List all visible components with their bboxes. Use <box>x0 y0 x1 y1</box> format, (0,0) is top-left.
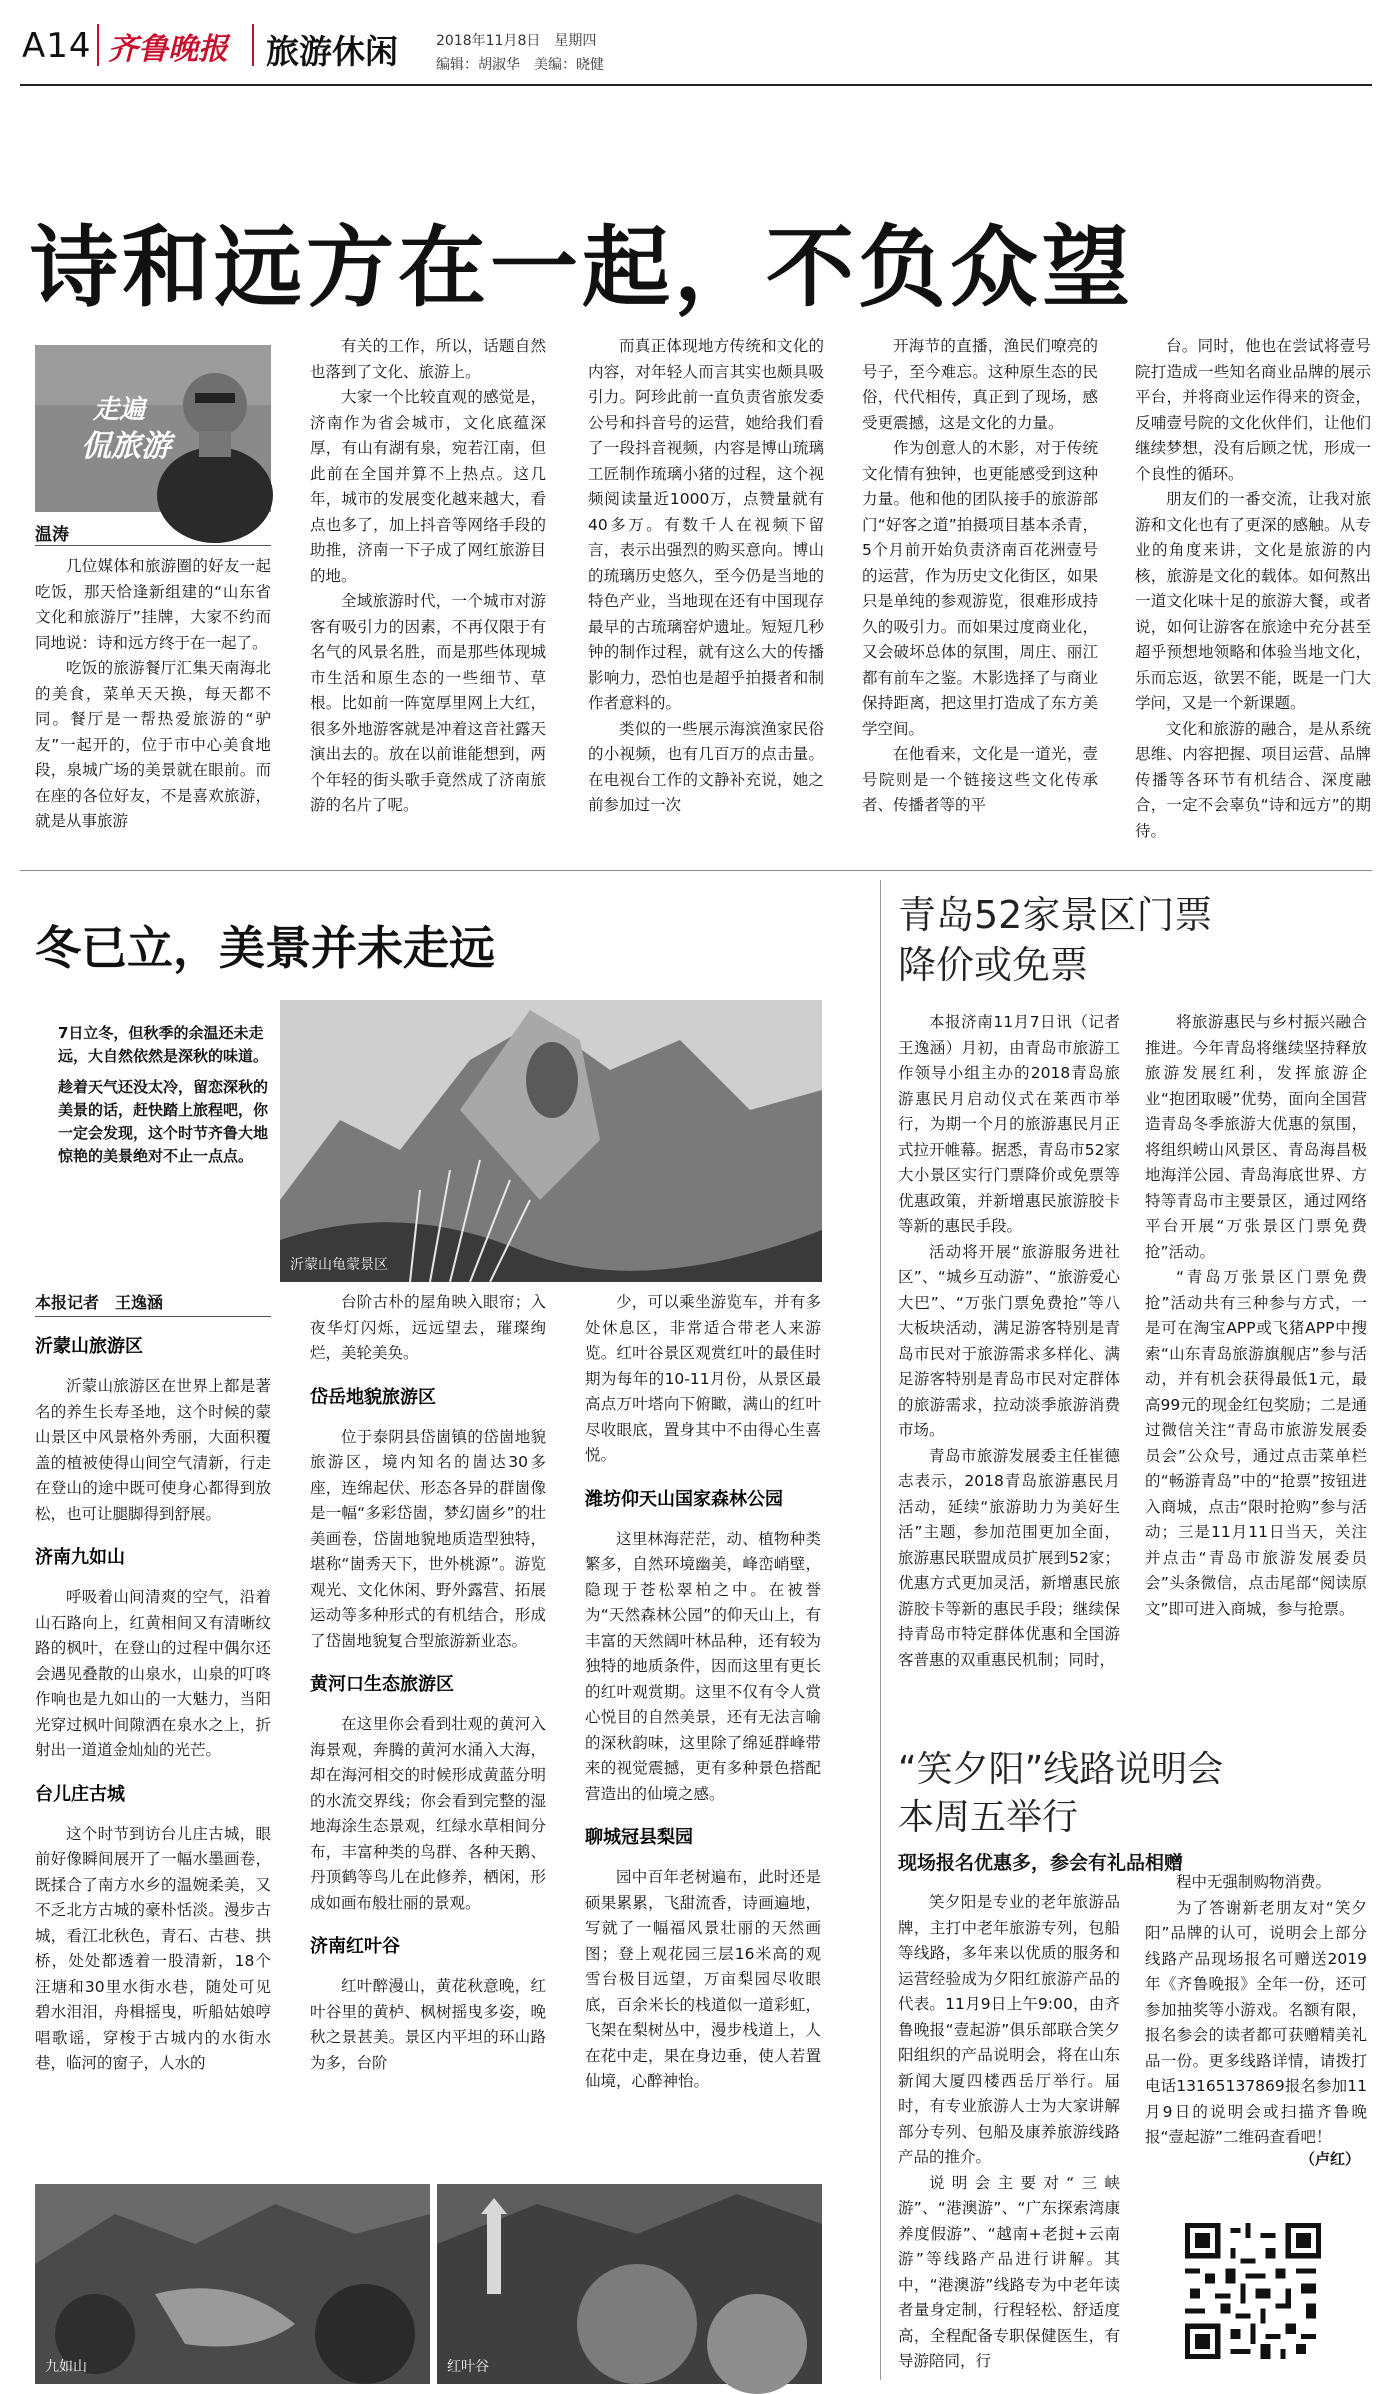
paragraph: 这里林海茫茫，动、植物种类繁多，自然环境幽美，峰峦峭壁，隐现于苍松翠柏之中。在被誉为“天然森林公园”的仰天山上，有丰富的天然阔叶林品种，还有较为独特的地质条件，因而这里有更长的红叶观赏期。这里不仅有令人赏心悦目的自然美景，还有无法言喻的深秋韵味，这里除了绵延群峰带来的视觉震撼，更有多种景色搭配营造出的仙境之感。 <box>585 1529 821 1803</box>
redleaf-photo <box>437 2184 822 2384</box>
section-rule <box>20 870 1372 871</box>
article2-byline: 本报记者 王逸涵 <box>35 1293 164 1312</box>
article2-col3 <box>585 1290 821 2170</box>
qr-code[interactable] <box>1180 2218 1326 2364</box>
paragraph: 说明会主要对“三峡游”、“港澳游”、“广东探索湾康养度假游”、“越南+老挝+云南游”等线路产品进行讲解。其中，“港澳游”线路专为中老年读者量身定制，行程轻松、舒适度高，全程配备专职保健医生，有导游陪同，行 <box>898 2173 1120 2370</box>
article3-headline-line1: 青岛52家景区门票 <box>898 893 1213 937</box>
section-subheading: 济南九如山 <box>35 1547 125 1568</box>
article4-col2 <box>1145 1870 1367 2186</box>
article4-signoff: （卢红） <box>1300 2150 1361 2168</box>
paragraph: 开海节的直播，渔民们嘹亮的号子，至今难忘。这种原生态的民俗，代代相传，真正到了现场，感受更震撼，这是文化的力量。 <box>862 337 1098 432</box>
section-subheading: 台儿庄古城 <box>35 1783 125 1805</box>
article1-col3 <box>588 334 824 854</box>
header-divider <box>97 24 99 66</box>
header-rule <box>20 84 1372 86</box>
article4-headline <box>898 1746 1368 1875</box>
article2-col2 <box>310 1290 546 2170</box>
paragraph: 红叶醉漫山，黄花秋意晚，红叶谷里的黄栌、枫树摇曳多姿，晚秋之景甚美。景区内平坦的环山路为多，台阶 <box>310 1977 546 2072</box>
article4-headline-line2: 本周五举行 <box>898 1797 1079 1838</box>
editor-credits: 编辑：胡淑华 美编：晓健 <box>436 57 604 73</box>
photo-red-leaf-valley <box>437 2184 822 2384</box>
photo-caption: 红叶谷 <box>447 2359 489 2375</box>
section-subheading: 黄河口生态旅游区 <box>310 1674 454 1695</box>
byline-rule <box>35 1316 271 1317</box>
paragraph: 这个时节到访台儿庄古城，眼前好像瞬间展开了一幅水墨画卷，既揉合了南方水乡的温婉柔美，又不乏北方古城的豪朴恬淡。漫步古城，看江北秋色，青石、古巷、拱桥，处处都透着一股清新，18个汪塘和30里水街水巷，随处可见碧水泪泪，舟楫摇曳，听船姑娘哼唱歌谣，穿梭于古城内的水街水巷，临河的窗子，人水的 <box>35 1824 271 2072</box>
paragraph: 在他看来，文化是一道光，壹号院则是一个链接这些文化传承者、传播者等的平 <box>862 745 1098 814</box>
paragraph: 程中无强制购物消费。 <box>1176 1873 1332 1891</box>
paragraph: 在这里你会看到壮观的黄河入海景观，奔腾的黄河水涌入大海，却在海河相交的时候形成黄蓝分明的水流交界线；你会看到完整的湿地海涂生态景观，红绿水草相间分布，丰富种类的鸟群、各种天鹅、丹顶鹤等鸟儿在此修养，栖闲，形成如画布般壮丽的景观。 <box>310 1715 546 1912</box>
paragraph: 趁着天气还没太冷，留恋深秋的美景的话，赶快踏上旅程吧，你一定会发现，这个时节齐鲁大地惊艳的美景绝对不止一点点。 <box>58 1078 269 1165</box>
section-title: 旅游休闲 <box>266 32 398 71</box>
article1-col2 <box>310 334 546 854</box>
paragraph: 朋友们的一番交流，让我对旅游和文化也有了更深的感触。从专业的角度来讲，文化是旅游的内核，旅游是文化的载体。如何熬出一道文化味十足的旅游大餐，或者说，如何让游客在旅途中充分甚至超乎预想地领略和体验当地文化，乐而忘返，欲罢不能，既是一门大学问，又是一个新课题。 <box>1135 490 1371 712</box>
issue-date: 2018年11月8日 星期四 <box>436 33 597 49</box>
article4-headline-line1: “笑夕阳”线路说明会 <box>898 1749 1224 1790</box>
page-number: A14 <box>22 26 92 66</box>
paragraph: 台阶古朴的屋角映入眼帘；入夜华灯闪烁，远远望去，璀璨绚烂，美轮美奂。 <box>310 1293 546 1362</box>
article1-col1 <box>35 554 271 854</box>
paragraph: 文化和旅游的融合，是从系统思维、内容把握、项目运营、品牌传播等各环节有机结合、深度融合，一定不会辜负“诗和远方”的期待。 <box>1135 719 1371 840</box>
mountain-photo <box>280 1000 822 1282</box>
paragraph: 呼吸着山间清爽的空气，沿着山石路向上，红黄相间又有清晰纹路的枫叶，在登山的过程中偶尔还会遇见叠散的山泉水，山泉的叮咚作响也是九如山的一大魅力，当阳光穿过枫叶间隙洒在泉水之上，折射出一道道金灿灿的光芒。 <box>35 1588 271 1759</box>
section-subheading: 岱岳地貌旅游区 <box>310 1386 436 1408</box>
column-logo-text-line1: 走遍 <box>93 395 146 425</box>
paragraph: 吃饭的旅游餐厅汇集天南海北的美食，菜单天天换，每天都不同。餐厅是一帮热爱旅游的“驴友”一起开的，位于市中心美食地段，泉城广场的美景就在眼前。而在座的各位好友，不是喜欢旅游，就是从事旅游 <box>35 659 271 830</box>
section-subheading: 聊城冠县梨园 <box>585 1827 693 1848</box>
paragraph: 园中百年老树遍布，此时还是硕果累累，飞甜流香，诗画遍地，写就了一幅福风景壮丽的天然画图；登上观花园三层16米高的观雪台极目远望，万亩梨园尽收眼底，百余米长的栈道似一道彩虹，飞架在梨树丛中，漫步栈道上，人在花中走，果在身边垂，使人若置仙境，心醉神怡。 <box>585 1868 821 2090</box>
column-logo-text-line2: 侃旅游 <box>81 429 171 464</box>
header-divider <box>252 24 254 66</box>
paragraph: 活动将开展“旅游服务进社区”、“城乡互动游”、“旅游爱心大巴”、“万张门票免费抢”等八大板块活动，满足游客特别是青岛市民对于旅游需求多样化、满足游客特别是青岛市民对定群体的旅游需求，拉动淡季旅游消费市场。 <box>898 1242 1120 1439</box>
article1-col5 <box>1135 334 1371 854</box>
section-subheading: 济南红叶谷 <box>310 1936 400 1957</box>
paragraph: 沂蒙山旅游区在世界上都是著名的养生长寿圣地，这个时候的蒙山景区中风景格外秀丽，大面积覆盖的植被使得山间空气清新，行走在登山的途中既可使身心都得到放松，也可让腿脚得到舒展。 <box>35 1377 271 1523</box>
article3-col2 <box>1145 1010 1367 1810</box>
article2-col1 <box>35 1332 271 2170</box>
paragraph: 而真正体现地方传统和文化的内容，对年轻人而言其实也颇具吸引力。阿珍此前一直负责省旅发委公号和抖音号的运营，她给我们看了一段抖音视频，内容是博山琉璃工匠制作琉璃小猪的过程，这个视频阅读量近1000万，点赞量就有40多万。有数千人在视频下留言，表示出强烈的购买意向。博山的琉璃历史悠久，至今仍是当地的特色产业，当地现在还有中国现存最早的古琉璃窑炉遗址。短短几秒钟的制作过程，就有这么大的传播影响力，恐怕也是超乎拍摄者和制作者意料的。 <box>588 337 824 712</box>
paragraph: 将旅游惠民与乡村振兴融合推进。今年青岛将继续坚持释放旅游发展红利，发挥旅游企业“抱团取暖”优势，面向全国营造青岛冬季旅游大优惠的氛围，将组织崂山风景区、青岛海昌极地海洋公园、青岛海底世界、方特等青岛市主要景区，通过网络平台开展“万张景区门票免费抢”活动。 <box>1145 1013 1367 1261</box>
paragraph: 笑夕阳是专业的老年旅游品牌，主打中老年旅游专列，包船等线路，多年来以优质的服务和运营经验成为夕阳红旅游产品的代表。11月9日上午9:00，由齐鲁晚报“壹起游”俱乐部联合笑夕阳组织的产品说明会，将在山东新闻大厦四楼西岳厅举行。届时，有专业旅游人士为大家讲解部分专列、包船及康养旅游线路产品的推介。 <box>898 1893 1120 2166</box>
masthead-logo: 齐鲁晚报 <box>108 32 228 67</box>
paragraph: 大家一个比较直观的感觉是，济南作为省会城市，文化底蕴深厚，有山有湖有泉，宛若江南，但此前在全国并算不上热点。这几年，城市的发展变化越来越大，看点也多了，加上抖音等网络手段的助推，济南一下子成了网红旅游目的地。 <box>310 388 546 585</box>
article2-lead <box>58 1022 270 1176</box>
article1-author: 温涛 <box>35 525 69 545</box>
paragraph: 本报济南11月7日讯（记者 王逸涵）月初，由青岛市旅游工作领导小组主办的2018青岛旅游惠民月启动仪式在莱西市举行，为期一个月的旅游惠民月正式拉开帷幕。据悉，青岛市52家大小景区实行门票降价或免票等优惠政策，并新增惠民旅游胶卡等新的惠民手段。 <box>898 1013 1136 1235</box>
column-separator <box>880 880 881 2380</box>
jiuru-photo <box>35 2184 430 2384</box>
paragraph: 几位媒体和旅游圈的好友一起吃饭，那天恰逢新组建的“山东省文化和旅游厅”挂牌，大家不约而同地说：诗和远方终于在一起了。 <box>35 557 271 652</box>
photo-caption: 沂蒙山龟蒙景区 <box>290 1257 388 1273</box>
photo-yimeng-mountain <box>280 1000 822 1282</box>
paragraph: 全域旅游时代，一个城市对游客有吸引力的因素，不再仅限于有名气的风景名胜，而是那些体现城市生活和原生态的一些细节、草根。比如前一阵宽厚里网上大红，很多外地游客就是冲着这音社露天演出去的。放在以前谁能想到，两个年轻的街头歌手竟然成了济南旅游的名片了呢。 <box>310 592 546 814</box>
article3-headline-line2: 降价或免票 <box>898 943 1089 987</box>
article1-col4 <box>862 334 1098 854</box>
photo-jiuru-mountain <box>35 2184 430 2384</box>
paragraph: 为了答谢新老朋友对“笑夕阳”品牌的认可，说明会上部分线路产品现场报名可赠送2019年《齐鲁晚报》全年一份，还可参加抽奖等小游戏。名额有限，报名参会的读者都可获赠精美礼品一份。更多线路详情，请拨打电话13165137869报名参加11月9日的说明会或扫描齐鲁晚报“壹起游”二维码查看吧！ <box>1145 1898 1367 2146</box>
paragraph: 青岛市旅游发展委主任崔德志表示，2018青岛旅游惠民月活动，延续“旅游助力为美好生活”主题，参加范围更加全面，旅游惠民联盟成员扩展到52家；优惠方式更加灵活，新增惠民旅游胶卡等新的惠民手段；继续保持青岛市特定群体优惠和全国游客普惠的双重惠民机制；同时， <box>898 1446 1120 1669</box>
article2-headline: 冬已立，美景并未走远 <box>35 921 495 975</box>
column-logo-portrait <box>35 345 271 512</box>
paragraph: 有关的工作，所以，话题自然也落到了文化、旅游上。 <box>310 337 546 381</box>
article3-col1 <box>898 1010 1136 1810</box>
section-subheading: 潍坊仰天山国家森林公园 <box>585 1488 783 1510</box>
paragraph: 作为创意人的木影，对于传统文化情有独钟，也更能感受到这种力量。他和他的团队接手的旅游部门“好客之道”拍摄项目基本杀青，5个月前开始负责济南百花洲壹号的运营，作为历史文化街区，如果只是单纯的参观游览，很难形成持久的吸引力。而如果过度商业化，又会破坏总体的氛围，周庄、丽江都有前车之鉴。木影选择了与商业保持距离，把这里打造成了东方美学空间。 <box>862 439 1098 738</box>
qr-code-pattern <box>1180 2218 1326 2364</box>
author-rule <box>35 545 271 546</box>
article4-subheadline: 现场报名优惠多，参会有礼品相赠 <box>898 1852 1184 1874</box>
paragraph: 台。同时，他也在尝试将壹号院打造成一些知名商业品牌的展示平台，并将商业运作得来的资金，反哺壹号院的文化伙伴们，让他们继续梦想，没有后顾之忧，形成一个良性的循环。 <box>1135 337 1371 483</box>
article3-headline <box>898 890 1368 990</box>
paragraph: “青岛万张景区门票免费抢”活动共有三种参与方式，一是可在淘宝APP或飞猪APP中搜索“山东青岛旅游旗舰店”参与活动，并有机会获得最低1元，最高99元的现金红包奖励；二是通过微信关注“青岛市旅游发展委员会”公众号，通过点击菜单栏的“畅游青岛”中的“抢票”按钮进入商城，点击“限时抢购”参与活动；三是11月11日当天，关注并点击“青岛市旅游发展委员会”头条微信，点击尾部“阅读原文”即可进入商城，参与抢票。 <box>1145 1268 1367 1618</box>
article4-col1 <box>898 1890 1120 2384</box>
photo-caption: 九如山 <box>45 2359 87 2375</box>
paragraph: 位于泰阴县岱崮镇的岱崮地貌旅游区，境内知名的崮达30多座，连绵起伏、形态各异的群崮像是一幅“多彩岱崮，梦幻崮乡”的壮美画卷，岱崮地貌地质造型独特，堪称“崮秀天下，世外桃源”。游览观光、文化休闲、野外露营、拓展运动等多种形式的有机结合，形成了岱崮地貌复合型旅游新业态。 <box>310 1427 546 1650</box>
section-subheading: 沂蒙山旅游区 <box>35 1336 143 1357</box>
paragraph: 少，可以乘坐游览车，并有多处休息区，非常适合带老人来游览。红叶谷景区观赏红叶的最佳时期为每年的10-11月份，从景区最高点万叶塔向下俯瞰，满山的红叶尽收眼底，置身其中不由得心生喜悦。 <box>585 1293 821 1464</box>
paragraph: 类似的一些展示海滨渔家民俗的小视频，也有几百万的点击量。在电视台工作的文静补充说，她之前参加过一次 <box>588 719 824 814</box>
paragraph: 7日立冬，但秋季的余温还未走远，大自然依然是深秋的味道。 <box>58 1024 269 1065</box>
article1-headline: 诗和远方在一起，不负众望 <box>30 216 1135 319</box>
